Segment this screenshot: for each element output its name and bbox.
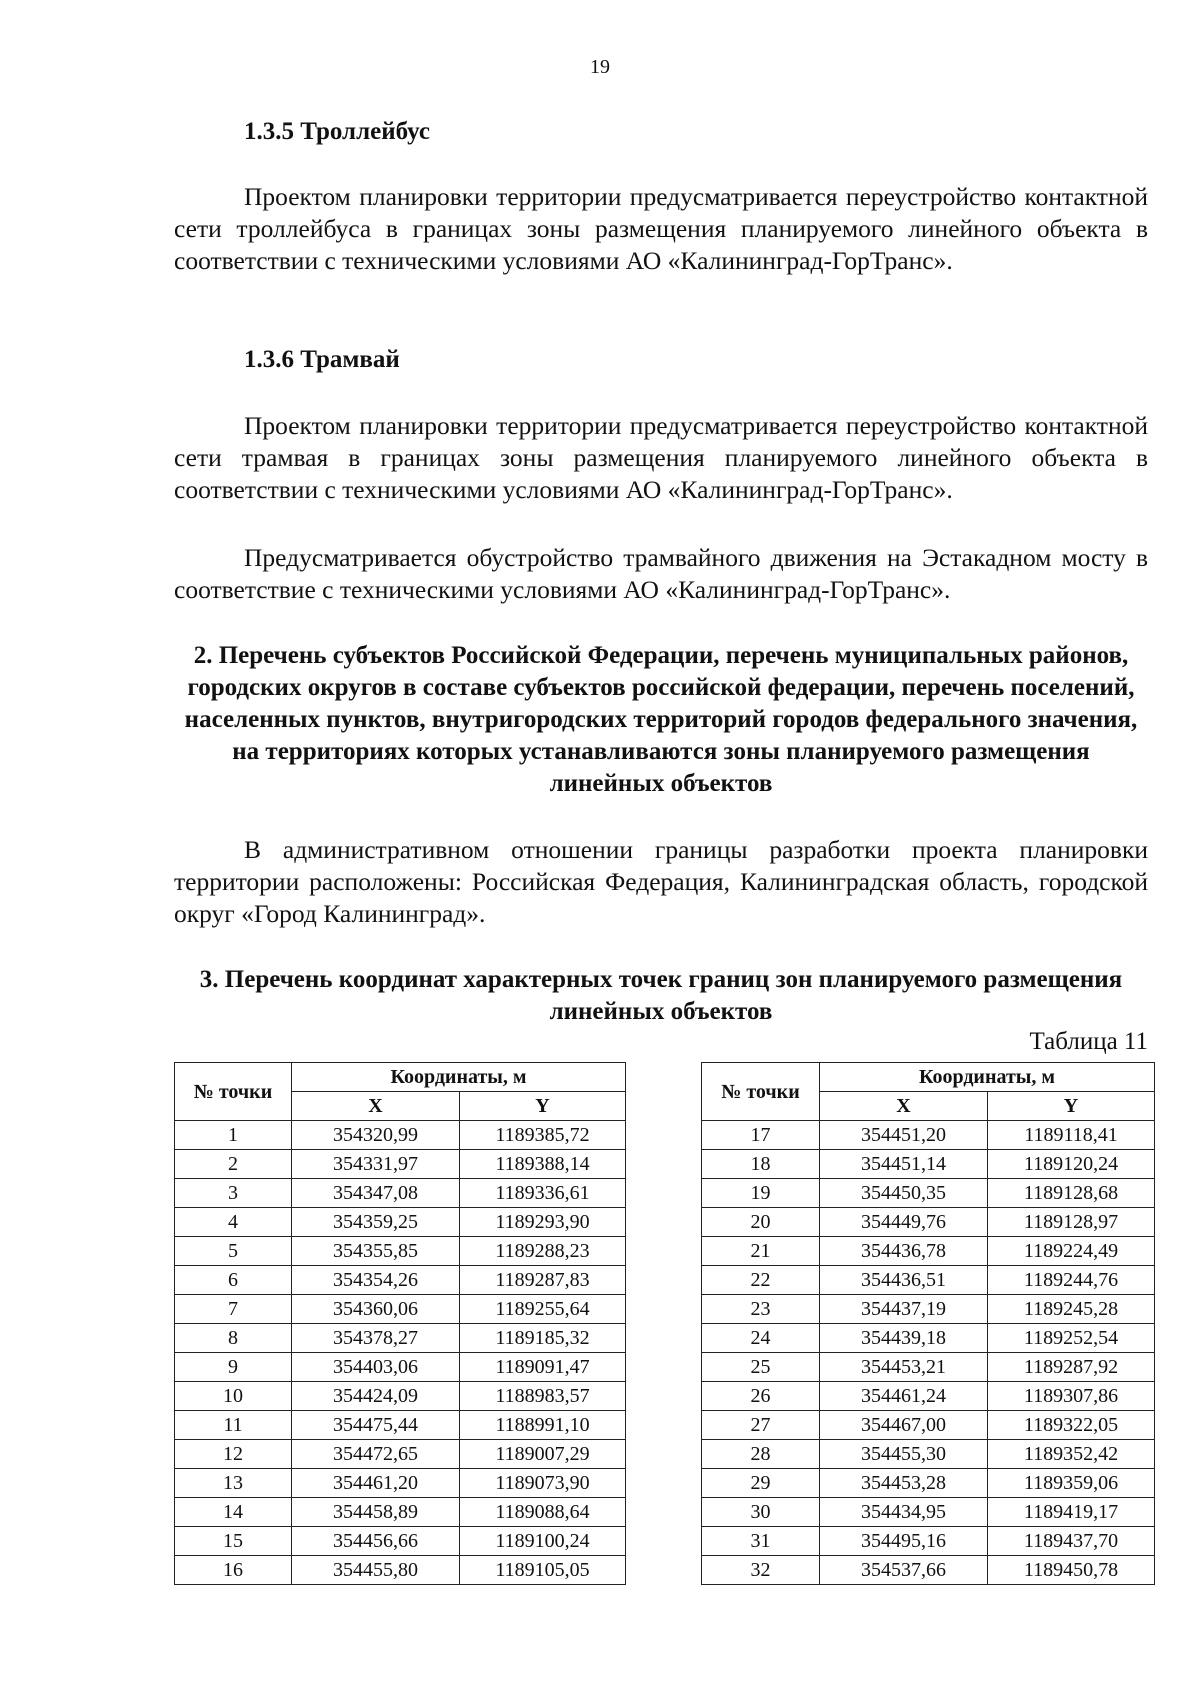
cell-y: 1189007,29: [460, 1440, 626, 1469]
cell-x: 354331,97: [292, 1150, 460, 1179]
cell-point-number: 13: [175, 1469, 292, 1498]
table-row: [175, 1150, 626, 1179]
cell-x: 354378,27: [292, 1324, 460, 1353]
cell-x: 354453,28: [820, 1469, 988, 1498]
table-row: [175, 1469, 626, 1498]
cell-y: 1188983,57: [460, 1382, 626, 1411]
cell-y: 1189255,64: [460, 1295, 626, 1324]
cell-point-number: 18: [702, 1150, 820, 1179]
cell-x: 354455,80: [292, 1556, 460, 1585]
cell-point-number: 19: [702, 1179, 820, 1208]
cell-x: 354449,76: [820, 1208, 988, 1237]
cell-y: 1189450,78: [988, 1556, 1155, 1585]
table-row: [175, 1208, 626, 1237]
header-point-number: № точки: [702, 1063, 820, 1121]
section-2-title: 2. Перечень субъектов Российской Федерации, перечень муниципальных районов, городских округов в составе субъектов российской федерации, перечень поселений, населенных пунктов, внутригородских территорий городов федерального значения, на территориях которых устанавливаются зоны планируемого размещения линейных объектов: [184, 642, 1138, 797]
cell-point-number: 17: [702, 1121, 820, 1150]
table-caption: Таблица 11: [1029, 1028, 1148, 1055]
cell-y: 1189073,90: [460, 1469, 626, 1498]
cell-point-number: 6: [175, 1266, 292, 1295]
table-row: [175, 1353, 626, 1382]
header-x: X: [820, 1092, 988, 1121]
cell-y: 1189419,17: [988, 1498, 1155, 1527]
cell-point-number: 26: [702, 1382, 820, 1411]
table-row: [702, 1121, 1155, 1150]
cell-y: 1189105,05: [460, 1556, 626, 1585]
table-row: [175, 1179, 626, 1208]
section-1-3-6-paragraph-2: [174, 542, 1148, 606]
section-1-3-6-title: 1.3.6 Трамвай: [244, 346, 400, 373]
table-row: [175, 1382, 626, 1411]
table-row: [175, 1266, 626, 1295]
cell-y: 1189322,05: [988, 1411, 1155, 1440]
cell-point-number: 31: [702, 1527, 820, 1556]
cell-y: 1189252,54: [988, 1324, 1155, 1353]
coordinates-table-right-body: [702, 1121, 1155, 1585]
cell-x: 354455,30: [820, 1440, 988, 1469]
table-row: [702, 1208, 1155, 1237]
cell-y: 1189307,86: [988, 1382, 1155, 1411]
cell-y: 1189245,28: [988, 1295, 1155, 1324]
cell-point-number: 5: [175, 1237, 292, 1266]
cell-x: 354437,19: [820, 1295, 988, 1324]
cell-x: 354537,66: [820, 1556, 988, 1585]
cell-y: 1189244,76: [988, 1266, 1155, 1295]
header-y: Y: [988, 1092, 1155, 1121]
cell-point-number: 15: [175, 1527, 292, 1556]
cell-point-number: 4: [175, 1208, 292, 1237]
page-number: 19: [590, 56, 610, 78]
section-1-3-6-paragraph-2-text: Предусматривается обустройство трамвайного движения на Эстакадном мосту в соответствие с техническими условиями АО «Калининград-ГорТранс».: [174, 543, 1148, 604]
section-1-3-6-paragraph-1-text: Проектом планировки территории предусматривается переустройство контактной сети трамвая в границах зоны размещения планируемого линейного объекта в соответствии с техническими условиями АО «Калининград-ГорТранс».: [174, 411, 1148, 504]
section-2-paragraph: [174, 834, 1148, 930]
cell-x: 354354,26: [292, 1266, 460, 1295]
table-row: [702, 1411, 1155, 1440]
cell-point-number: 3: [175, 1179, 292, 1208]
section-1-3-6-paragraph-1: [174, 410, 1148, 506]
cell-x: 354458,89: [292, 1498, 460, 1527]
cell-point-number: 11: [175, 1411, 292, 1440]
table-row: [175, 1440, 626, 1469]
cell-y: 1189224,49: [988, 1237, 1155, 1266]
header-coordinates: Координаты, м: [820, 1063, 1155, 1092]
table-row: [702, 1324, 1155, 1353]
section-1-3-5-paragraph-text: Проектом планировки территории предусматривается переустройство контактной сети троллейбуса в границах зоны размещения планируемого линейного объекта в соответствии с техническими условиями АО «Калининград-ГорТранс».: [174, 182, 1148, 275]
section-3-title: 3. Перечень координат характерных точек границ зон планируемого размещения линейных объектов: [199, 966, 1123, 1025]
cell-y: 1189128,97: [988, 1208, 1155, 1237]
cell-y: 1189287,92: [988, 1353, 1155, 1382]
cell-y: 1189287,83: [460, 1266, 626, 1295]
coordinates-table-right: [701, 1062, 1155, 1585]
cell-point-number: 23: [702, 1295, 820, 1324]
cell-x: 354472,65: [292, 1440, 460, 1469]
cell-x: 354355,85: [292, 1237, 460, 1266]
cell-y: 1189293,90: [460, 1208, 626, 1237]
table-row: [702, 1498, 1155, 1527]
cell-x: 354347,08: [292, 1179, 460, 1208]
cell-x: 354450,35: [820, 1179, 988, 1208]
coordinates-table-left: [174, 1062, 626, 1585]
cell-point-number: 14: [175, 1498, 292, 1527]
table-row: [702, 1150, 1155, 1179]
cell-point-number: 29: [702, 1469, 820, 1498]
table-row: [175, 1237, 626, 1266]
cell-x: 354451,20: [820, 1121, 988, 1150]
cell-x: 354461,20: [292, 1469, 460, 1498]
cell-point-number: 32: [702, 1556, 820, 1585]
table-row: [702, 1295, 1155, 1324]
table-row: [175, 1295, 626, 1324]
header-x: X: [292, 1092, 460, 1121]
cell-y: 1189352,42: [988, 1440, 1155, 1469]
cell-x: 354451,14: [820, 1150, 988, 1179]
cell-x: 354467,00: [820, 1411, 988, 1440]
table-row: [175, 1324, 626, 1353]
cell-y: 1189091,47: [460, 1353, 626, 1382]
cell-x: 354360,06: [292, 1295, 460, 1324]
cell-point-number: 16: [175, 1556, 292, 1585]
cell-x: 354436,78: [820, 1237, 988, 1266]
table-row: [175, 1556, 626, 1585]
section-2-paragraph-text: В административном отношении границы разработки проекта планировки территории расположены: Российская Федерация, Калининградская область, городской округ «Город Калининград».: [174, 835, 1148, 928]
cell-point-number: 2: [175, 1150, 292, 1179]
cell-x: 354453,21: [820, 1353, 988, 1382]
cell-x: 354424,09: [292, 1382, 460, 1411]
cell-y: 1189088,64: [460, 1498, 626, 1527]
cell-x: 354359,25: [292, 1208, 460, 1237]
header-y: Y: [460, 1092, 626, 1121]
cell-point-number: 10: [175, 1382, 292, 1411]
cell-point-number: 30: [702, 1498, 820, 1527]
header-coordinates: Координаты, м: [292, 1063, 626, 1092]
cell-y: 1189185,32: [460, 1324, 626, 1353]
coordinates-table-left-body: [175, 1121, 626, 1585]
cell-point-number: 9: [175, 1353, 292, 1382]
cell-point-number: 24: [702, 1324, 820, 1353]
cell-point-number: 22: [702, 1266, 820, 1295]
cell-x: 354475,44: [292, 1411, 460, 1440]
cell-x: 354403,06: [292, 1353, 460, 1382]
table-row: [702, 1556, 1155, 1585]
table-row: [175, 1527, 626, 1556]
table-row: [702, 1527, 1155, 1556]
cell-point-number: 25: [702, 1353, 820, 1382]
cell-y: 1189359,06: [988, 1469, 1155, 1498]
section-1-3-5-paragraph: [174, 181, 1148, 277]
cell-y: 1189288,23: [460, 1237, 626, 1266]
cell-y: 1189385,72: [460, 1121, 626, 1150]
cell-y: 1188991,10: [460, 1411, 626, 1440]
table-row: [702, 1266, 1155, 1295]
cell-point-number: 12: [175, 1440, 292, 1469]
cell-point-number: 20: [702, 1208, 820, 1237]
cell-point-number: 1: [175, 1121, 292, 1150]
cell-point-number: 8: [175, 1324, 292, 1353]
cell-y: 1189388,14: [460, 1150, 626, 1179]
cell-y: 1189100,24: [460, 1527, 626, 1556]
cell-y: 1189437,70: [988, 1527, 1155, 1556]
cell-x: 354436,51: [820, 1266, 988, 1295]
cell-y: 1189128,68: [988, 1179, 1155, 1208]
cell-x: 354434,95: [820, 1498, 988, 1527]
table-row: [702, 1469, 1155, 1498]
cell-point-number: 28: [702, 1440, 820, 1469]
table-row: [702, 1353, 1155, 1382]
table-row: [175, 1411, 626, 1440]
cell-point-number: 21: [702, 1237, 820, 1266]
cell-y: 1189120,24: [988, 1150, 1155, 1179]
cell-y: 1189336,61: [460, 1179, 626, 1208]
cell-x: 354456,66: [292, 1527, 460, 1556]
table-row: [175, 1498, 626, 1527]
cell-point-number: 27: [702, 1411, 820, 1440]
cell-y: 1189118,41: [988, 1121, 1155, 1150]
cell-x: 354495,16: [820, 1527, 988, 1556]
table-row: [702, 1382, 1155, 1411]
table-row: [175, 1121, 626, 1150]
cell-x: 354320,99: [292, 1121, 460, 1150]
table-row: [702, 1179, 1155, 1208]
header-point-number: № точки: [175, 1063, 292, 1121]
cell-x: 354461,24: [820, 1382, 988, 1411]
section-1-3-5-title: 1.3.5 Троллейбус: [244, 118, 430, 145]
cell-point-number: 7: [175, 1295, 292, 1324]
cell-x: 354439,18: [820, 1324, 988, 1353]
table-row: [702, 1440, 1155, 1469]
table-row: [702, 1237, 1155, 1266]
